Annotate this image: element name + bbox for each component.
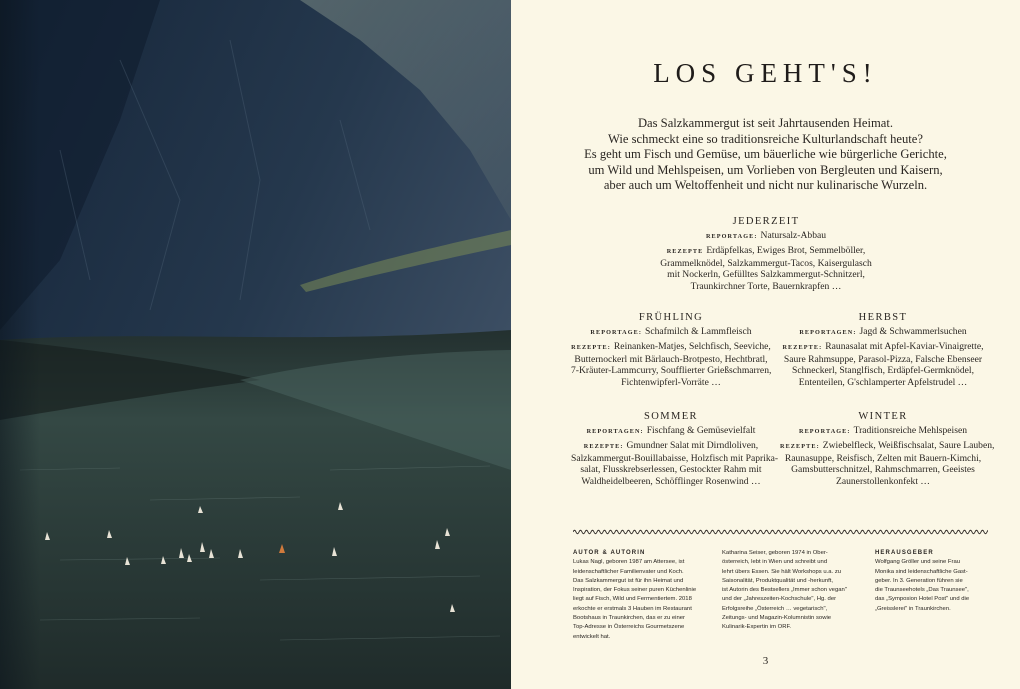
season-recipes: REZEPTE: Reinanken-Matjes, Selchfisch, Seeviche, <box>571 340 771 352</box>
credits-line: das „Symposion Hotel Post" und die <box>875 596 970 603</box>
season-report: REPORTAGEN: Jagd & Schwammerlsuchen <box>799 326 967 337</box>
season-fruehling <box>571 312 771 389</box>
credits-seiser <box>722 549 872 633</box>
credits-line: Das Salzkammergut ist für ihn Heimat und <box>573 577 684 584</box>
season-recipe-line: Traunkirchner Torte, Bauernkrapfen … <box>690 281 842 293</box>
season-recipe-line: Gamsbutterschnitzel, Rahmschmarren, Geeistes <box>791 464 975 476</box>
credits-line: leidenschaftlicher Familienvater und Koch. <box>573 568 684 575</box>
season-heading: FRÜHLING <box>638 312 704 323</box>
season-recipe-line: Butternockerl mit Bärlauch-Brotpesto, Hechtbratl, <box>574 353 768 365</box>
intro-line: Wie schmeckt eine so traditionsreiche Kulturlandschaft heute? <box>608 131 923 146</box>
season-recipe-line: mit Nockerln, Gefülltes Salzkammergut-Schnitzerl, <box>667 269 865 281</box>
wavy-divider <box>573 527 988 537</box>
credits-heading: AUTOR & AUTORIN <box>573 550 646 556</box>
credits-line: geber. In 3. Generation führen sie <box>875 577 963 584</box>
season-heading: SOMMER <box>644 411 698 422</box>
credits-line: die Traunseehotels „Das Traunsee", <box>875 587 969 594</box>
page-number: 3 <box>762 655 769 667</box>
season-recipes: REZEPTE Erdäpfelkas, Ewiges Brot, Semmelböller, <box>666 244 866 256</box>
intro-paragraph <box>571 116 960 194</box>
credits-line: Erfolgsreihe „Österreich … vegetarisch", <box>722 605 828 612</box>
credits-line: Katharina Seiser, geboren 1974 in Ober- <box>722 550 828 556</box>
credits-line: österreich, lebt in Wien und schreibt und <box>722 559 828 566</box>
credits-line: lehrt übers Essen. Sie hält Workshops u.a. zu <box>722 568 842 575</box>
credits-line: Bootshaus in Traunkirchen, das er zu einer <box>573 615 685 622</box>
season-report: REPORTAGE: Natursalz-Abbau <box>705 230 827 241</box>
intro-line: um Wild und Mehlspeisen, um Vorlieben von Bergleuten und Kaisern, <box>588 162 943 177</box>
season-recipes: REZEPTE: Raunasalat mit Apfel-Kaviar-Vinaigrette, <box>782 340 984 352</box>
season-recipes: REZEPTE: Gmundner Salat mit Dirndloliven, <box>583 439 759 451</box>
season-recipe-line: Waldheidelbeeren, Schöfflinger Rosenwind … <box>581 476 761 488</box>
season-recipe-line: salat, Flusskrebserlessen, Gestockter Rahm mit <box>580 464 762 476</box>
season-report: REPORTAGE: Schafmilch & Lammfleisch <box>590 326 752 337</box>
season-recipe-line: Grammelknödel, Salzkammergut-Tacos, Kaisergulasch <box>660 257 872 269</box>
credits-line: Zeitungs- und Magazin-Kolumnistin sowie <box>722 615 832 622</box>
season-sommer <box>571 411 779 488</box>
season-recipe-line: Raunasuppe, Reisfisch, Zelten mit Bauern-Kimchi, <box>784 452 982 464</box>
credits-line: entwickelt hat. <box>573 633 611 640</box>
season-report: REPORTAGE: Traditionsreiche Mehlspeisen <box>799 425 967 436</box>
season-recipe-line: 7-Kräuter-Lammcurry, Soufflierter Grießschmarren, <box>571 365 772 377</box>
season-heading: HERBST <box>858 312 908 323</box>
credits-line: Kulinarik-Expertin im ORF. <box>722 624 792 631</box>
credits-line: und der „Jahreszeiten-Kochschule", Hg. der <box>722 596 837 603</box>
season-heading: WINTER <box>858 411 908 422</box>
credits-line: liegt auf Fisch, Wild und Fermentiertem. 2018 <box>573 596 692 603</box>
season-recipes: REZEPTE: Zwiebelfleck, Weißfischsalat, Saure Lauben, <box>780 439 995 451</box>
season-winter <box>780 411 995 488</box>
credits-authors <box>573 549 713 642</box>
intro-line: aber auch um Weltoffenheit und nicht nur kulinarische Wurzeln. <box>603 178 928 193</box>
credits-line: Monika sind leidenschaftliche Gast- <box>875 568 968 575</box>
season-recipe-line: Schneckerl, Stanglfisch, Erdäpfel-Germknödel, <box>792 365 974 377</box>
credits-line: „Greisslerei" in Traunkirchen. <box>875 605 951 612</box>
season-recipe-line: Zaunerstollenkonfekt … <box>835 476 931 488</box>
season-jederzeit <box>641 216 891 293</box>
credits-line: Lukas Nagl, geboren 1987 am Attersee, ist <box>573 559 685 566</box>
page-title: LOS GEHT'S! <box>653 58 878 88</box>
credits-line: Saisonalität, Produktqualität und -herkunft, <box>722 577 834 584</box>
credits-line: erkochte er erstmals 3 Hauben im Restaurant <box>573 605 692 612</box>
season-recipe-line: Salzkammergut-Bouillabaisse, Holzfisch mit Paprika- <box>571 452 779 464</box>
intro-line: Das Salzkammergut ist seit Jahrtausenden Heimat. <box>637 116 894 130</box>
intro-line: Es geht um Fisch und Gemüse, um bäuerliche wie bürgerliche Gerichte, <box>584 147 947 162</box>
photo-vignette <box>0 0 40 689</box>
credits-line: Wolfgang Gröller und seine Frau <box>875 559 961 566</box>
text-page <box>511 0 1020 689</box>
season-heading: JEDERZEIT <box>732 216 800 227</box>
credits-line: ist Autorin des Bestsellers „Immer schon vegan" <box>722 587 847 594</box>
credits-line: Top-Adresse in Österreichs Gourmetszene <box>573 624 685 631</box>
season-report: REPORTAGEN: Fischfang & Gemüsevielfalt <box>586 425 756 436</box>
season-herbst <box>780 312 986 389</box>
season-recipe-line: Fichtenwipferl-Vorräte … <box>621 377 721 389</box>
season-recipe-line: Saure Rahmsuppe, Parasol-Pizza, Falsche Ebenseer <box>783 353 983 365</box>
credits-line: Inspiration, der Fokus seiner puren Küchenlinie <box>573 587 697 594</box>
season-recipe-line: Ententeilen, G'schlamperter Apfelstrudel … <box>798 377 968 389</box>
credits-publisher <box>875 549 995 614</box>
credits-heading: HERAUSGEBER <box>875 550 934 556</box>
